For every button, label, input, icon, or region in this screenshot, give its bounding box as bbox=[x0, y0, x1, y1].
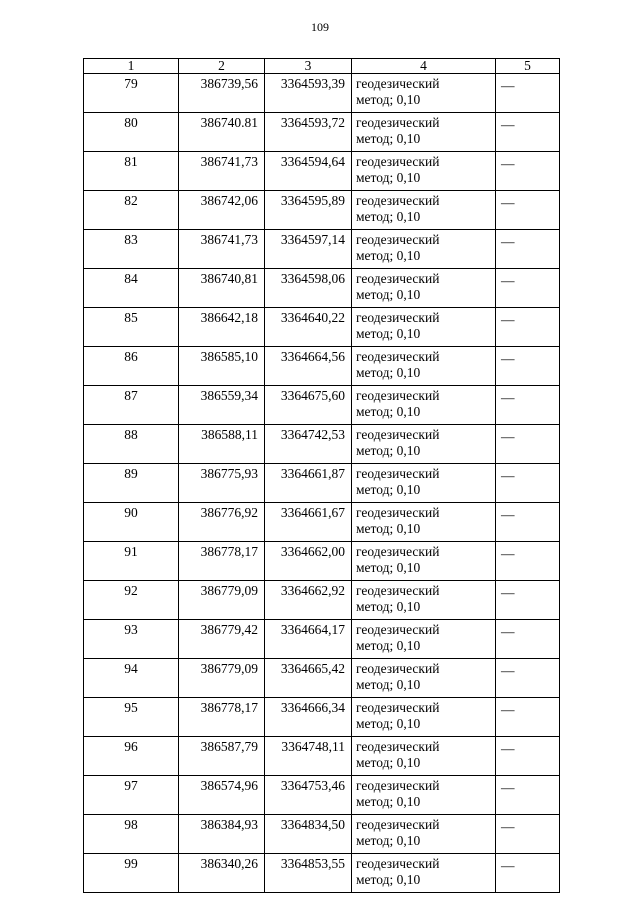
table-row bbox=[84, 230, 560, 269]
table-row bbox=[84, 698, 560, 737]
method-line-1: геодезический bbox=[356, 622, 440, 637]
method-cell bbox=[352, 464, 496, 503]
x-coordinate: 386778,17 bbox=[179, 698, 265, 737]
method-line-2: метод; 0,10 bbox=[356, 92, 421, 107]
x-coordinate: 386741,73 bbox=[179, 230, 265, 269]
method-line-1: геодезический bbox=[356, 427, 440, 442]
empty-value-cell: — bbox=[496, 854, 560, 893]
method-cell bbox=[352, 269, 496, 308]
y-coordinate: 3364593,39 bbox=[265, 74, 352, 113]
y-coordinate: 3364662,92 bbox=[265, 581, 352, 620]
header-col-4: 4 bbox=[352, 59, 496, 74]
y-coordinate: 3364661,87 bbox=[265, 464, 352, 503]
point-number: 90 bbox=[84, 503, 179, 542]
point-number: 81 bbox=[84, 152, 179, 191]
empty-value-cell: — bbox=[496, 503, 560, 542]
x-coordinate: 386587,79 bbox=[179, 737, 265, 776]
table-header bbox=[84, 59, 560, 74]
method-line-2: метод; 0,10 bbox=[356, 599, 421, 614]
empty-value-cell: — bbox=[496, 74, 560, 113]
y-coordinate: 3364598,06 bbox=[265, 269, 352, 308]
table-body bbox=[84, 74, 560, 893]
method-line-2: метод; 0,10 bbox=[356, 404, 421, 419]
x-coordinate: 386778,17 bbox=[179, 542, 265, 581]
method-line-1: геодезический bbox=[356, 817, 440, 832]
y-coordinate: 3364594,64 bbox=[265, 152, 352, 191]
table-row bbox=[84, 854, 560, 893]
empty-value-cell: — bbox=[496, 464, 560, 503]
method-line-1: геодезический bbox=[356, 505, 440, 520]
empty-value-cell: — bbox=[496, 347, 560, 386]
method-line-1: геодезический bbox=[356, 76, 440, 91]
method-cell bbox=[352, 737, 496, 776]
method-line-1: геодезический bbox=[356, 700, 440, 715]
method-line-2: метод; 0,10 bbox=[356, 677, 421, 692]
point-number: 98 bbox=[84, 815, 179, 854]
x-coordinate: 386559,34 bbox=[179, 386, 265, 425]
method-cell bbox=[352, 815, 496, 854]
y-coordinate: 3364742,53 bbox=[265, 425, 352, 464]
x-coordinate: 386775,93 bbox=[179, 464, 265, 503]
empty-value-cell: — bbox=[496, 737, 560, 776]
method-line-2: метод; 0,10 bbox=[356, 521, 421, 536]
point-number: 96 bbox=[84, 737, 179, 776]
point-number: 88 bbox=[84, 425, 179, 464]
table-row bbox=[84, 737, 560, 776]
y-coordinate: 3364664,17 bbox=[265, 620, 352, 659]
table-row bbox=[84, 815, 560, 854]
method-line-1: геодезический bbox=[356, 661, 440, 676]
y-coordinate: 3364834,50 bbox=[265, 815, 352, 854]
method-line-1: геодезический bbox=[356, 778, 440, 793]
page-number: 109 bbox=[311, 20, 329, 34]
method-cell bbox=[352, 659, 496, 698]
header-col-2: 2 bbox=[179, 59, 265, 74]
coordinates-table bbox=[83, 58, 560, 893]
method-line-2: метод; 0,10 bbox=[356, 833, 421, 848]
point-number: 85 bbox=[84, 308, 179, 347]
method-cell bbox=[352, 230, 496, 269]
y-coordinate: 3364753,46 bbox=[265, 776, 352, 815]
point-number: 87 bbox=[84, 386, 179, 425]
y-coordinate: 3364662,00 bbox=[265, 542, 352, 581]
method-line-1: геодезический bbox=[356, 856, 440, 871]
y-coordinate: 3364595,89 bbox=[265, 191, 352, 230]
method-cell bbox=[352, 74, 496, 113]
x-coordinate: 386776,92 bbox=[179, 503, 265, 542]
x-coordinate: 386779,42 bbox=[179, 620, 265, 659]
point-number: 94 bbox=[84, 659, 179, 698]
x-coordinate: 386779,09 bbox=[179, 659, 265, 698]
x-coordinate: 386384,93 bbox=[179, 815, 265, 854]
table-row bbox=[84, 113, 560, 152]
method-cell bbox=[352, 776, 496, 815]
method-cell bbox=[352, 503, 496, 542]
method-line-2: метод; 0,10 bbox=[356, 716, 421, 731]
table-row bbox=[84, 269, 560, 308]
empty-value-cell: — bbox=[496, 152, 560, 191]
empty-value-cell: — bbox=[496, 620, 560, 659]
method-line-1: геодезический bbox=[356, 310, 440, 325]
empty-value-cell: — bbox=[496, 581, 560, 620]
method-line-2: метод; 0,10 bbox=[356, 365, 421, 380]
method-line-2: метод; 0,10 bbox=[356, 326, 421, 341]
point-number: 80 bbox=[84, 113, 179, 152]
y-coordinate: 3364675,60 bbox=[265, 386, 352, 425]
point-number: 89 bbox=[84, 464, 179, 503]
method-line-1: геодезический bbox=[356, 739, 440, 754]
method-cell bbox=[352, 542, 496, 581]
table-row bbox=[84, 659, 560, 698]
header-row bbox=[84, 59, 560, 74]
y-coordinate: 3364665,42 bbox=[265, 659, 352, 698]
table-row bbox=[84, 152, 560, 191]
method-line-2: метод; 0,10 bbox=[356, 131, 421, 146]
empty-value-cell: — bbox=[496, 308, 560, 347]
method-cell bbox=[352, 620, 496, 659]
method-cell bbox=[352, 698, 496, 737]
point-number: 97 bbox=[84, 776, 179, 815]
x-coordinate: 386742,06 bbox=[179, 191, 265, 230]
method-line-1: геодезический bbox=[356, 154, 440, 169]
point-number: 99 bbox=[84, 854, 179, 893]
point-number: 92 bbox=[84, 581, 179, 620]
method-line-1: геодезический bbox=[356, 115, 440, 130]
header-col-1: 1 bbox=[84, 59, 179, 74]
y-coordinate: 3364597,14 bbox=[265, 230, 352, 269]
method-line-2: метод; 0,10 bbox=[356, 872, 421, 887]
method-line-2: метод; 0,10 bbox=[356, 170, 421, 185]
method-line-1: геодезический bbox=[356, 193, 440, 208]
method-line-2: метод; 0,10 bbox=[356, 755, 421, 770]
point-number: 91 bbox=[84, 542, 179, 581]
method-line-2: метод; 0,10 bbox=[356, 248, 421, 263]
y-coordinate: 3364661,67 bbox=[265, 503, 352, 542]
point-number: 84 bbox=[84, 269, 179, 308]
method-cell bbox=[352, 308, 496, 347]
empty-value-cell: — bbox=[496, 776, 560, 815]
method-line-1: геодезический bbox=[356, 583, 440, 598]
y-coordinate: 3364748,11 bbox=[265, 737, 352, 776]
method-cell bbox=[352, 347, 496, 386]
empty-value-cell: — bbox=[496, 698, 560, 737]
point-number: 83 bbox=[84, 230, 179, 269]
table-row bbox=[84, 74, 560, 113]
method-line-1: геодезический bbox=[356, 544, 440, 559]
point-number: 79 bbox=[84, 74, 179, 113]
table-row bbox=[84, 425, 560, 464]
table-row bbox=[84, 464, 560, 503]
empty-value-cell: — bbox=[496, 230, 560, 269]
table-row bbox=[84, 191, 560, 230]
method-cell bbox=[352, 425, 496, 464]
empty-value-cell: — bbox=[496, 815, 560, 854]
y-coordinate: 3364853,55 bbox=[265, 854, 352, 893]
method-line-2: метод; 0,10 bbox=[356, 560, 421, 575]
method-line-1: геодезический bbox=[356, 349, 440, 364]
x-coordinate: 386585,10 bbox=[179, 347, 265, 386]
table-row bbox=[84, 581, 560, 620]
x-coordinate: 386642,18 bbox=[179, 308, 265, 347]
empty-value-cell: — bbox=[496, 542, 560, 581]
table-row bbox=[84, 620, 560, 659]
method-line-2: метод; 0,10 bbox=[356, 794, 421, 809]
method-line-1: геодезический bbox=[356, 232, 440, 247]
y-coordinate: 3364666,34 bbox=[265, 698, 352, 737]
header-col-3: 3 bbox=[265, 59, 352, 74]
x-coordinate: 386574,96 bbox=[179, 776, 265, 815]
point-number: 82 bbox=[84, 191, 179, 230]
empty-value-cell: — bbox=[496, 386, 560, 425]
point-number: 93 bbox=[84, 620, 179, 659]
x-coordinate: 386740.81 bbox=[179, 113, 265, 152]
method-cell bbox=[352, 386, 496, 425]
method-cell bbox=[352, 581, 496, 620]
empty-value-cell: — bbox=[496, 659, 560, 698]
table-row bbox=[84, 347, 560, 386]
method-cell bbox=[352, 854, 496, 893]
x-coordinate: 386740,81 bbox=[179, 269, 265, 308]
method-cell bbox=[352, 152, 496, 191]
method-line-2: метод; 0,10 bbox=[356, 482, 421, 497]
empty-value-cell: — bbox=[496, 269, 560, 308]
table-row bbox=[84, 542, 560, 581]
x-coordinate: 386588,11 bbox=[179, 425, 265, 464]
point-number: 86 bbox=[84, 347, 179, 386]
table-row bbox=[84, 308, 560, 347]
method-line-2: метод; 0,10 bbox=[356, 287, 421, 302]
empty-value-cell: — bbox=[496, 191, 560, 230]
table-row bbox=[84, 503, 560, 542]
method-line-2: метод; 0,10 bbox=[356, 443, 421, 458]
x-coordinate: 386779,09 bbox=[179, 581, 265, 620]
method-cell bbox=[352, 191, 496, 230]
y-coordinate: 3364664,56 bbox=[265, 347, 352, 386]
point-number: 95 bbox=[84, 698, 179, 737]
method-line-2: метод; 0,10 bbox=[356, 638, 421, 653]
method-line-2: метод; 0,10 bbox=[356, 209, 421, 224]
empty-value-cell: — bbox=[496, 113, 560, 152]
y-coordinate: 3364593,72 bbox=[265, 113, 352, 152]
x-coordinate: 386741,73 bbox=[179, 152, 265, 191]
method-line-1: геодезический bbox=[356, 271, 440, 286]
x-coordinate: 386340,26 bbox=[179, 854, 265, 893]
method-line-1: геодезический bbox=[356, 388, 440, 403]
x-coordinate: 386739,56 bbox=[179, 74, 265, 113]
header-col-5: 5 bbox=[496, 59, 560, 74]
method-line-1: геодезический bbox=[356, 466, 440, 481]
table-row bbox=[84, 776, 560, 815]
y-coordinate: 3364640,22 bbox=[265, 308, 352, 347]
method-cell bbox=[352, 113, 496, 152]
table-row bbox=[84, 386, 560, 425]
empty-value-cell: — bbox=[496, 425, 560, 464]
